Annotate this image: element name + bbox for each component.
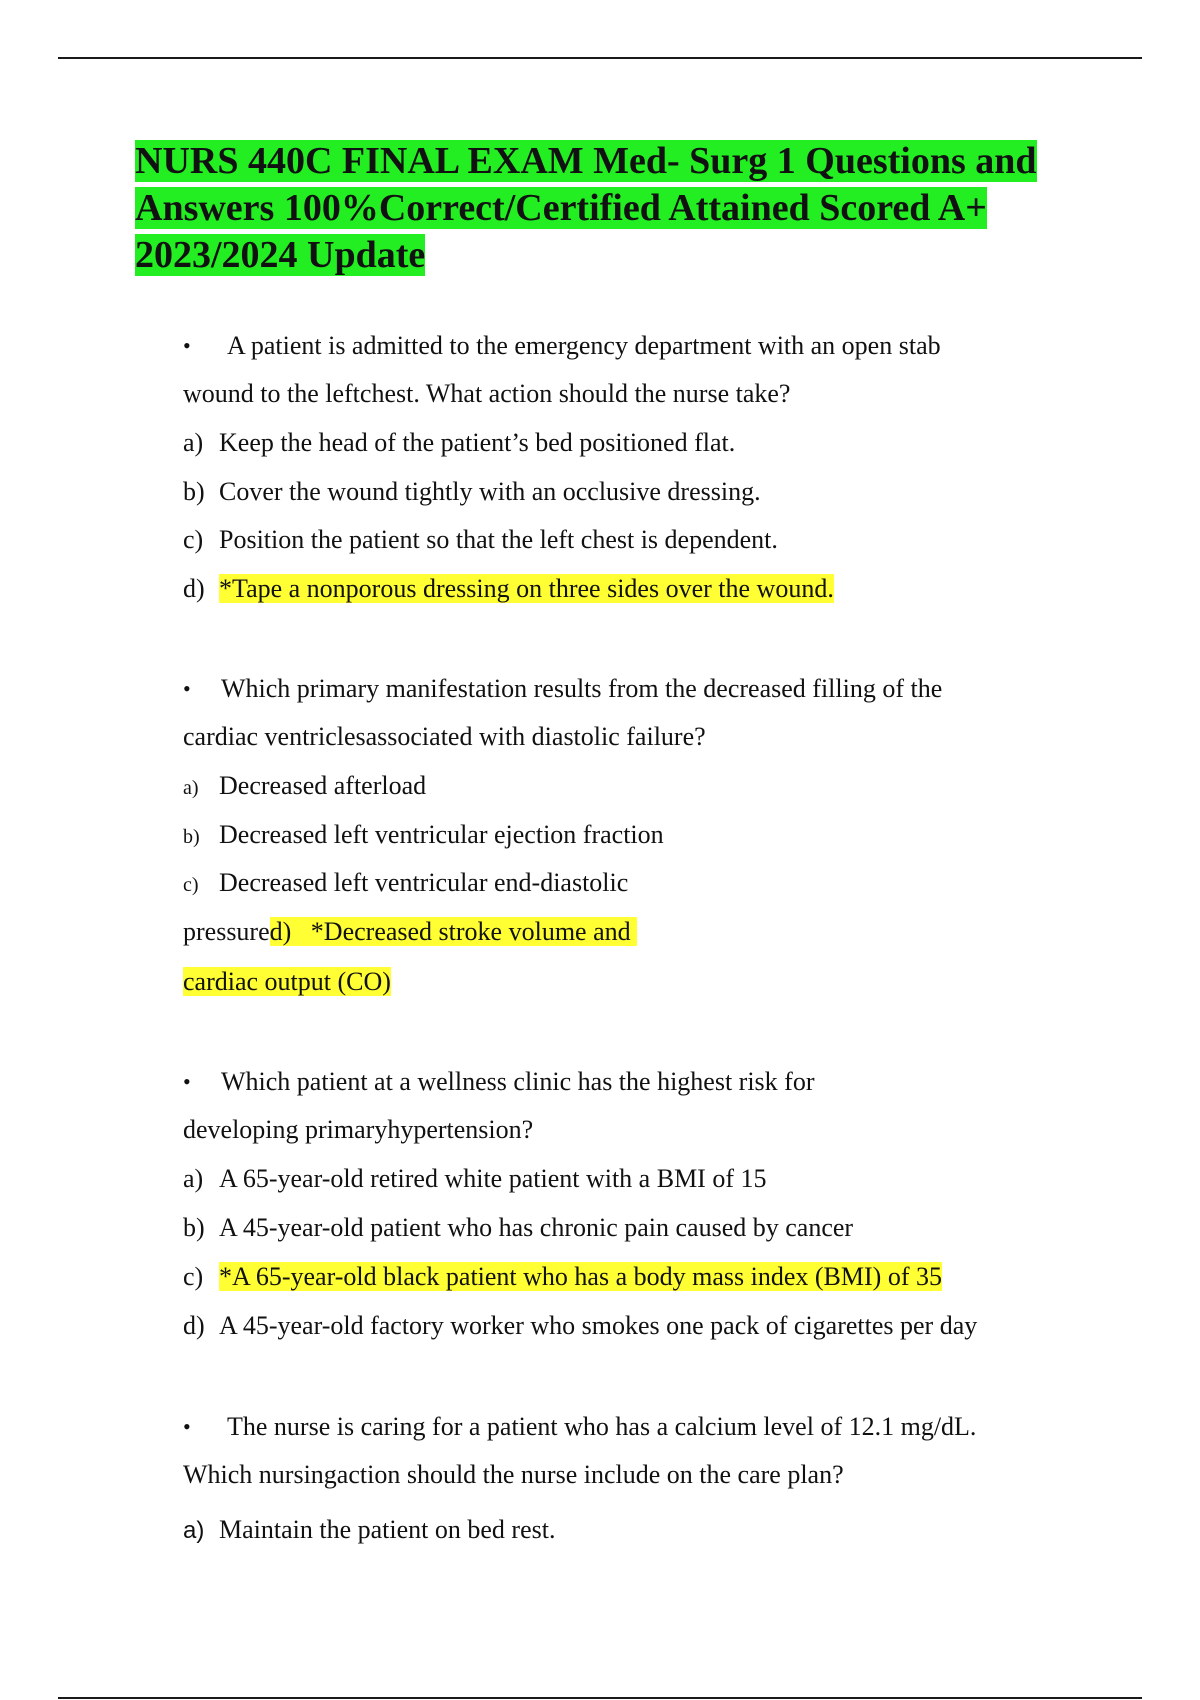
question-1-stem-line-2: wound to the leftchest. What action should the nurse take?	[183, 379, 791, 408]
title-line-3: 2023/2024 Update	[135, 234, 426, 276]
option-c-wrap: pressure	[183, 917, 270, 946]
question-3-stem-line-2: developing primaryhypertension?	[183, 1115, 534, 1144]
bottom-rule	[58, 1697, 1142, 1699]
question-1-option-d-correct: d) *Tape a nonporous dressing on three sides over the wound.	[183, 574, 834, 603]
question-2-option-a: a) Decreased afterload	[183, 771, 427, 800]
question-2-stem	[183, 673, 942, 705]
question-4-option-a: a) Maintain the patient on bed rest.	[183, 1515, 556, 1544]
question-4-stem	[183, 1411, 976, 1443]
question-2-stem-line-1: Which primary manifestation results from the decreased filling of the	[221, 674, 943, 703]
question-2-option-b: b) Decreased left ventricular ejection fraction	[183, 820, 664, 849]
question-4-stem-line-1: The nurse is caring for a patient who has a calcium level of 12.1 mg/dL.	[227, 1412, 977, 1441]
title-line-2: Answers 100%Correct/Certified Attained Scored A+	[135, 187, 987, 229]
question-3-option-d: d) A 45-year-old factory worker who smokes one pack of cigarettes per day	[183, 1311, 978, 1340]
question-4-stem-line-2: Which nursingaction should the nurse include on the care plan?	[183, 1460, 844, 1489]
question-2-option-c: c) Decreased left ventricular end-diastolic	[183, 868, 629, 897]
correct-answer-highlight: *A 65-year-old black patient who has a body mass index (BMI) of 35	[219, 1262, 942, 1291]
question-1-option-c: c) Position the patient so that the left chest is dependent.	[183, 525, 778, 554]
question-3-stem-line-1: Which patient at a wellness clinic has the highest risk for	[221, 1067, 815, 1096]
bullet-icon: •	[183, 333, 191, 358]
bullet-icon: •	[183, 676, 191, 701]
bullet-icon: •	[183, 1069, 191, 1094]
question-2-option-d-correct	[183, 916, 637, 948]
question-1-stem	[183, 330, 941, 362]
question-3-option-c-correct: c) *A 65-year-old black patient who has a body mass index (BMI) of 35	[183, 1262, 942, 1291]
document-title	[135, 138, 1115, 279]
question-3-option-a: a) A 65-year-old retired white patient with a BMI of 15	[183, 1164, 767, 1193]
correct-answer-highlight: cardiac output (CO)	[183, 967, 391, 996]
question-3-option-b: b) A 45-year-old patient who has chronic pain caused by cancer	[183, 1213, 854, 1242]
question-2-stem-line-2: cardiac ventriclesassociated with diastolic failure?	[183, 722, 706, 751]
question-3-stem	[183, 1066, 815, 1098]
question-2-option-d-continued	[183, 966, 391, 998]
correct-answer-highlight: d) *Decreased stroke volume and	[269, 917, 638, 946]
bullet-icon: •	[183, 1414, 191, 1439]
top-rule	[58, 57, 1142, 59]
question-1-stem-line-1: A patient is admitted to the emergency department with an open stab	[227, 331, 941, 360]
title-line-1: NURS 440C FINAL EXAM Med- Surg 1 Questions and	[135, 140, 1037, 182]
question-1-option-b: b) Cover the wound tightly with an occlusive dressing.	[183, 477, 761, 506]
correct-answer-highlight: *Tape a nonporous dressing on three sides over the wound.	[219, 574, 834, 603]
question-1-option-a: a) Keep the head of the patient’s bed positioned flat.	[183, 428, 736, 457]
